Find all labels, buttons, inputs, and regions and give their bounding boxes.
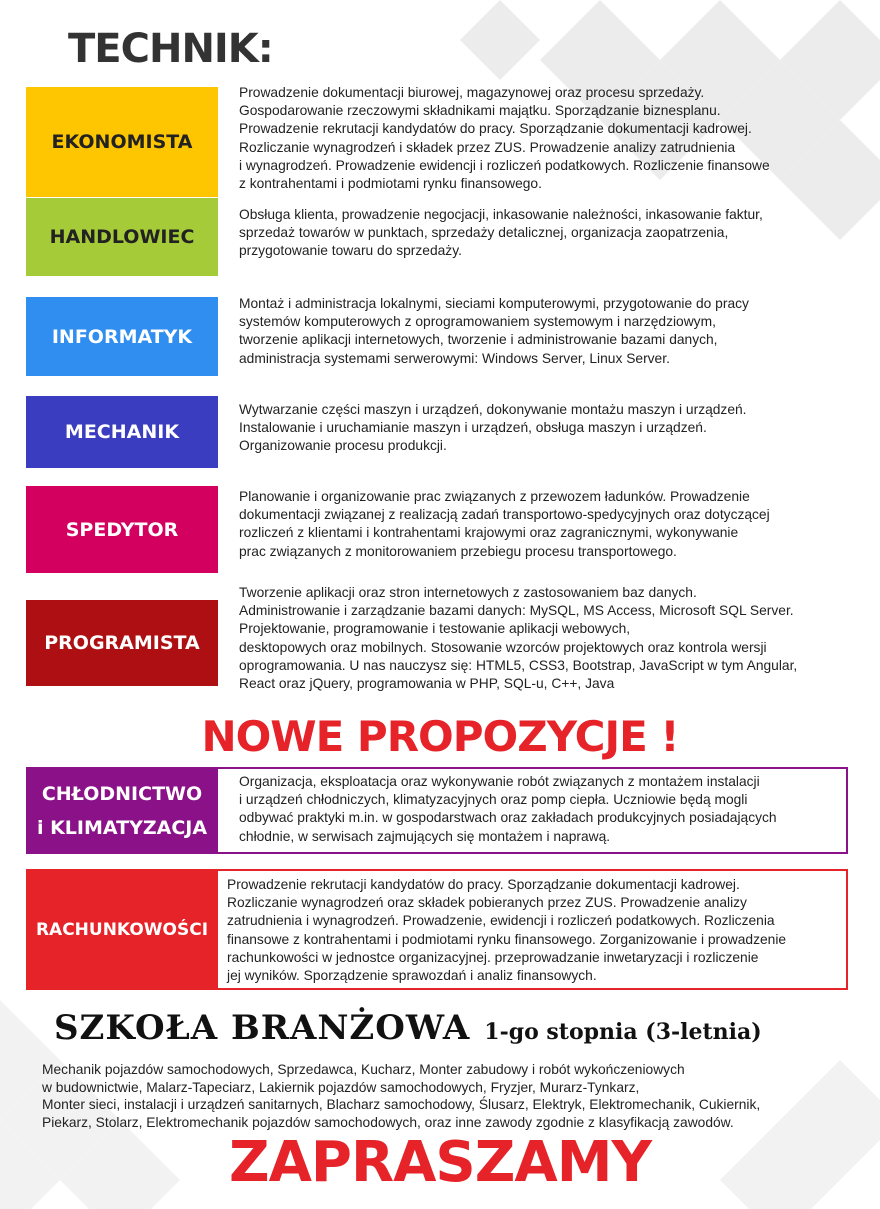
profession-label: EKONOMISTA	[26, 87, 218, 197]
branzowa-heading	[54, 1008, 762, 1048]
profession-label: PROGRAMISTA	[26, 600, 218, 686]
description-line: z kontrahentami i podmiotami rynku finansowego.	[239, 176, 542, 192]
description-line: przygotowanie towaru do sprzedaży.	[239, 243, 462, 259]
profession-mechanik	[26, 396, 848, 468]
description-line: Montaż i administracja lokalnymi, sieciami komputerowymi, przygotowanie do pracy	[239, 296, 749, 311]
description-line: rozliczeń z klientami i kontrahentami krajowymi oraz zagranicznymi, wykonywanie	[239, 525, 739, 541]
description-line: Tworzenie aplikacji oraz stron internetowych z zastosowaniem baz danych.	[239, 585, 697, 600]
profession-chlodnictwo	[26, 767, 848, 854]
profession-description	[239, 584, 851, 693]
description-line: desktopowych oraz mobilnych. Stosowanie wzorców projektowych oraz kontrola wersji	[239, 639, 767, 655]
description-line: odbywać praktyki m.in. w gospodarstwach oraz zakładach produkcyjnych posiadających	[239, 810, 777, 826]
description-line: Prowadzenie rekrutacji kandydatów do pracy. Sporządzanie dokumentacji kadrowej.	[227, 877, 740, 892]
description-line: rachunkowości w jednostce organizacyjnej. przeprowadzanie inwetaryzacji i rozliczenie	[227, 949, 759, 965]
profession-programista	[26, 585, 848, 692]
profession-description	[239, 206, 851, 261]
profession-description	[227, 876, 847, 985]
profession-label: MECHANIK	[26, 396, 218, 468]
invitation-heading: ZAPRASZAMY	[228, 1130, 651, 1195]
description-line: dokumentacji związanej z realizacją zadań transportowo-spedycyjnych oraz dotyczącej	[239, 507, 770, 523]
profession-label-line: CHŁODNICTWO	[41, 782, 203, 805]
description-line: Instalowanie i uruchamianie maszyn i urządzeń, obsługa maszyn i urządzeń.	[239, 420, 707, 436]
description-line: oprogramowania. U nas nauczysz się: HTML5, CSS3, Bootstrap, JavaScript w tym Angular,	[239, 657, 798, 673]
branzowa-heading-main: SZKOŁA BRANŻOWA	[54, 1008, 471, 1048]
profession-informatyk	[26, 297, 848, 376]
description-line: jej wyników. Sporządzenie sprawozdań i analiz finansowych.	[227, 968, 597, 984]
description-line: prac związanych z monitorowaniem przebiegu procesu transportowego.	[239, 543, 677, 559]
profession-spedytor	[26, 486, 848, 573]
description-line: w budownictwie, Malarz-Tapeciarz, Lakiernik pojazdów samochodowych, Fryzjer, Murarz-Tynkarz,	[42, 1079, 640, 1095]
profession-label	[26, 869, 218, 990]
description-line: Prowadzenie dokumentacji biurowej, magazynowej oraz procesu sprzedaży.	[239, 85, 705, 100]
description-line: Obsługa klienta, prowadzenie negocjacji, inkasowanie należności, inkasowanie faktur,	[239, 207, 763, 222]
profession-rachunkowosci	[26, 869, 848, 990]
profession-handlowiec	[26, 198, 848, 276]
description-line: systemów komputerowych z oprogramowaniem systemowym i narzędziowym,	[239, 314, 716, 330]
description-line: administracja systemami serwerowymi: Windows Server, Linux Server.	[239, 350, 670, 366]
new-proposals-heading: NOWE PROPOZYCJE !	[201, 712, 679, 761]
description-line: Organizacja, eksploatacja oraz wykonywanie robót związanych z montażem instalacji	[239, 774, 760, 789]
profession-description	[239, 84, 851, 193]
description-line: Projektowanie, programowanie i testowanie aplikacji webowych,	[239, 621, 631, 637]
profession-description	[239, 295, 851, 368]
description-line: Rozliczanie wynagrodzeń i składek przez ZUS. Prowadzenie analizy zatrudnienia	[239, 139, 736, 155]
description-line: tworzenie aplikacji internetowych, tworzenie i administrowanie bazami danych,	[239, 332, 718, 348]
description-line: Mechanik pojazdów samochodowych, Sprzedawca, Kucharz, Monter zabudowy i robót wykończeniowych	[42, 1062, 685, 1077]
description-line: chłodnie, w serwisach zajmujących się montażem i naprawą.	[239, 828, 611, 844]
description-line: Planowanie i organizowanie prac związanych z przewozem ładunków. Prowadzenie	[239, 489, 750, 504]
description-line: Wytwarzanie części maszyn i urządzeń, dokonywanie montażu maszyn i urządzeń.	[239, 402, 747, 417]
description-line: Gospodarowanie rzeczowymi składnikami majątku. Sporządzanie biznesplanu.	[239, 103, 721, 119]
profession-label: SPEDYTOR	[26, 486, 218, 573]
profession-label: INFORMATYK	[26, 297, 218, 376]
profession-label-line: RACHUNKOWOŚCI	[35, 919, 209, 940]
description-line: Monter sieci, instalacji i urządzeń sanitarnych, Blacharz samochodowy, Ślusarz, Elektryk, Elektromechanik, Cukiernik,	[42, 1097, 761, 1112]
branzowa-description	[42, 1061, 872, 1131]
description-line: Organizowanie procesu produkcji.	[239, 438, 447, 454]
description-line: i wynagrodzeń. Prowadzenie ewidencji i rozliczeń podatkowych. Rozliczenie finansowe	[239, 157, 770, 173]
branzowa-heading-sub: 1-go stopnia (3-letnia)	[484, 1019, 762, 1045]
description-line: finansowe z kontrahentami i podmiotami rynku finansowego. Zorganizowanie i prowadzenie	[227, 931, 787, 947]
description-line: Prowadzenie rekrutacji kandydatów do pracy. Sporządzanie dokumentacji kadrowej.	[239, 121, 752, 137]
profession-description	[239, 488, 851, 561]
profession-description	[239, 401, 851, 456]
profession-label: HANDLOWIEC	[26, 198, 218, 276]
profession-ekonomista	[26, 87, 848, 197]
description-line: Rozliczanie wynagrodzeń oraz składek pobieranych przez ZUS. Prowadzenie analizy	[227, 895, 747, 911]
profession-description	[239, 773, 851, 846]
description-line: Administrowanie i zarządzanie bazami danych: MySQL, MS Access, Microsoft SQL Server.	[239, 603, 794, 619]
description-line: Piekarz, Stolarz, Elektromechanik pojazdów samochodowych, oraz inne zawody zgodnie z klasyfikacją zawodów.	[42, 1114, 734, 1130]
description-line: React oraz jQuery, programowania w PHP, SQL-u, C++, Java	[239, 676, 615, 692]
description-line: i urządzeń chłodniczych, klimatyzacyjnych oraz pomp ciepła. Uczniowie będą mogli	[239, 792, 748, 808]
profession-label	[26, 767, 218, 854]
description-line: zatrudnienia i wynagrodzeń. Prowadzenie, ewidencji i rozliczeń podatkowych. Rozliczenia	[227, 913, 775, 929]
profession-label-line: i KLIMATYZACJA	[36, 816, 208, 839]
description-line: sprzedaż towarów w punktach, sprzedaży detalicznej, organizacja zaopatrzenia,	[239, 225, 729, 241]
technik-heading: TECHNIK:	[68, 26, 273, 72]
